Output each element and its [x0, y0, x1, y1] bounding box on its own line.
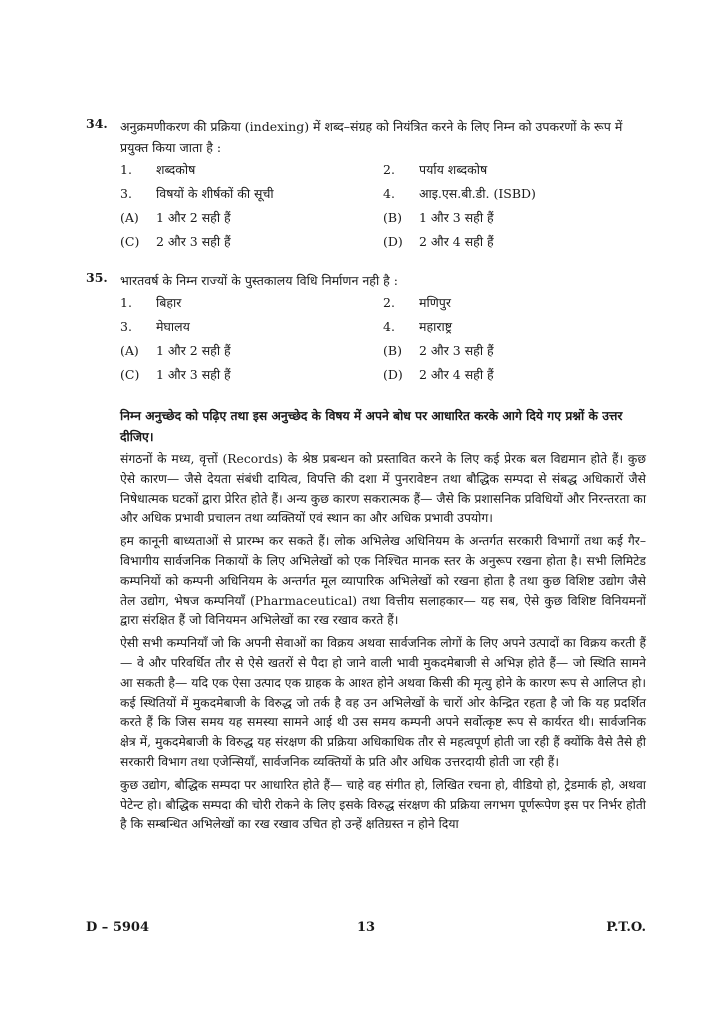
answer-option-a[interactable]: (A) 1 और 2 सही हैं — [120, 343, 231, 358]
passage-paragraph: हम कानूनी बाध्यताओं से प्रारम्भ कर सकते हैं। लोक अभिलेख अधिनियम के अन्तर्गत सरकारी विभागों तथा कई गैर–विभागीय सार्वजनिक निकायों के लिए अभिलेखों को एक निश्चित मानक स्तर के अनुरूप रखना होता है। सभी लिमिटेड कम्पनियों को कम्पनी अधिनियम के अन्तर्गत मूल व्यापारिक अभिलेखों को रखना होता है तथा कुछ विशिष्ट उद्योग जैसे तेल उद्योग, भेषज कम्पनियाँ (Pharmaceutical) तथा वित्तीय सलाहकार— यह सब, ऐसे कुछ विशिष्ट विनियमनों द्वारा संरक्षित हैं जो विनियमन अभिलेखों का रख रखाव करते हैं। — [120, 534, 646, 628]
answer-option-d[interactable]: (D) 2 और 4 सही हैं — [383, 367, 494, 382]
statement-item: 4. महाराष्ट्र — [383, 319, 453, 334]
answer-option-c[interactable]: (C) 2 और 3 सही हैं — [120, 234, 231, 249]
answer-option-b[interactable]: (B) 1 और 3 सही हैं — [383, 210, 494, 225]
statement-item: 3. विषयों के शीर्षकों की सूची — [120, 186, 274, 201]
answer-option-b[interactable]: (B) 2 और 3 सही हैं — [383, 343, 494, 358]
passage-paragraph: ऐसी सभी कम्पनियाँ जो कि अपनी सेवाओं का विक्रय अथवा सार्वजनिक लोगों के लिए अपने उत्पादों का विक्रय करती हैं— वे और परिवर्धित तौर से ऐसे खतरों से पैदा हो जाने वाली भावी मुकदमेबाजी से अभिज्ञ होते हैं— जो स्थिति सामने आ सकती है— यदि एक ऐसा उत्पाद एक ग्राहक के आश्त होने अथवा किसी की मृत्यु होने के कारण रूप से आलिप्त हो। कई स्थितियों में मुकदमेबाजी के विरुद्ध जो तर्क है वह उन अभिलेखों के चारों ओर केन्द्रित रहता है जो कि यह प्रदर्शित करते हैं कि जिस समय यह समस्या सामने आई थी उस समय कम्पनी अपने सर्वोत्कृष्ट रूप से कार्यरत थी। सार्वजनिक क्षेत्र में, मुकदमेबाजी के विरुद्ध यह संरक्षण की प्रक्रिया अधिकाधिक तौर से महत्वपूर्ण होती जा रही हैं क्योंकि वैसे तैसे ही सरकारी विभाग तथा एजेन्सियाँ, सार्वजनिक व्यक्तियों के प्रति और अधिक उत्तरदायी होती जा रही हैं। — [120, 636, 646, 769]
passage-instruction: निम्न अनुच्छेद को पढ़िए तथा इस अनुच्छेद के विषय में अपने बोध पर आधारित करके आगे दिये गए प्रश्नों के उत्तर दीजिए। — [120, 408, 623, 444]
question-34 — [86, 116, 646, 254]
answer-options — [120, 206, 646, 254]
question-number: 35. — [86, 270, 108, 285]
answer-option-d[interactable]: (D) 2 और 4 सही हैं — [383, 234, 494, 249]
pto-label: P.T.O. — [606, 920, 646, 935]
question-35 — [86, 270, 646, 387]
statement-list — [120, 291, 646, 339]
question-stem: भारतवर्ष के निम्न राज्यों के पुस्तकालय विधि निर्माणन नही है : — [120, 273, 398, 288]
statement-item: 2. मणिपुर — [383, 295, 451, 310]
statement-item: 1. शब्दकोष — [120, 162, 196, 177]
page-number: 13 — [356, 920, 376, 935]
answer-option-a[interactable]: (A) 1 और 2 सही हैं — [120, 210, 231, 225]
statement-item: 2. पर्याय शब्दकोष — [383, 162, 488, 177]
statement-item: 3. मेघालय — [120, 319, 190, 334]
passage-paragraph: कुछ उद्योग, बौद्धिक सम्पदा पर आधारित होते हैं— चाहे वह संगीत हो, लिखित रचना हो, वीडियो हो, ट्रेडमार्क हो, अथवा पेटेन्ट हो। बौद्धिक सम्पदा की चोरी रोकने के लिए इसके विरुद्ध संरक्षण की प्रक्रिया लगभग पूर्णरूपेण इस पर निर्भर होती है कि सम्बन्धित अभिलेखों का रख रखाव उचित हो उन्हें क्षतिग्रस्त न होने दिया — [120, 777, 646, 832]
reading-passage — [120, 405, 646, 838]
answer-options — [120, 339, 646, 387]
question-stem: अनुक्रमणीकरण की प्रक्रिया (indexing) में शब्द–संग्रह को नियंत्रित करने के लिए निम्न को उपकरणों के रूप में प्रयुक्त किया जाता है : — [120, 119, 623, 155]
question-number: 34. — [86, 116, 108, 131]
statement-list — [120, 158, 646, 206]
paper-code: D – 5904 — [86, 920, 150, 935]
answer-option-c[interactable]: (C) 1 और 3 सही हैं — [120, 367, 231, 382]
passage-paragraph: संगठनों के मध्य, वृत्तों (Records) के श्रेष्ठ प्रबन्धन को प्रस्तावित करने के लिए कई प्रेरक बल विद्यमान होते हैं। कुछ ऐसे कारण— जैसे देयता संबंधी दायित्व, विपत्ति की दशा में पुनरावेष्टन तथा बौद्धिक सम्पदा से संबद्ध अधिकारों जैसे निषेधात्मक घटकों द्वारा प्रेरित होते हैं। अन्य कुछ कारण सकरात्मक हैं— जैसे कि प्रशासनिक प्रविधियों और निरन्तरता का और अधिक प्रभावी प्रचालन तथा व्यक्तियों एवं स्थान का और अधिक प्रभावी उपयोग। — [120, 452, 646, 526]
statement-item: 1. बिहार — [120, 295, 182, 310]
statement-item: 4. आइ.एस.बी.डी. (ISBD) — [383, 186, 536, 201]
